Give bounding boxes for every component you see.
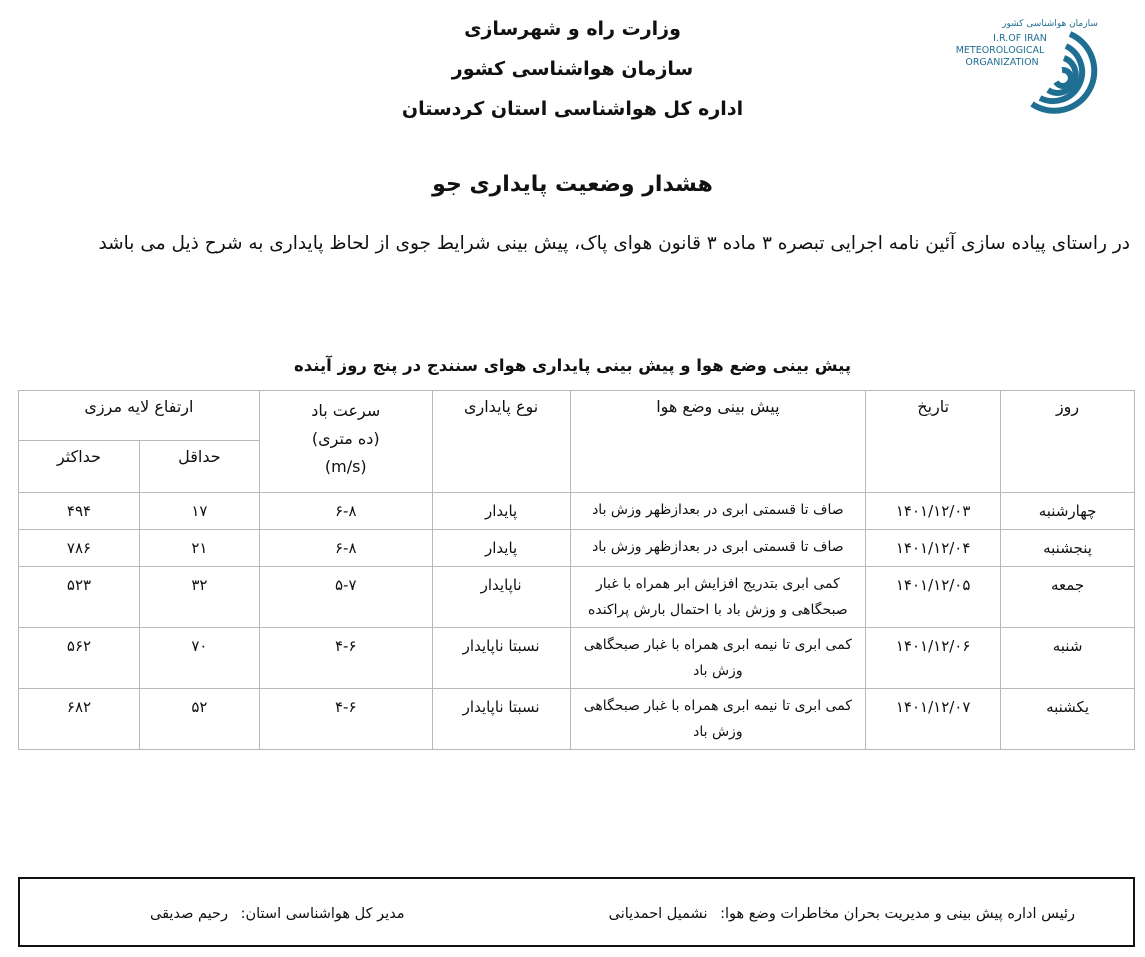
header-wind-speed [259,391,432,493]
header-date: تاریخ [866,391,1001,493]
cell-stability: نسبتا ناپایدار [432,689,570,750]
cell-date: ۱۴۰۱/۱۲/۰۵ [866,567,1001,628]
cell-weather: صاف تا قسمتی ابری در بعدازظهر وزش باد [570,493,866,530]
provincial-office-name: اداره کل هواشناسی استان کردستان [401,98,744,120]
header-stability: نوع پایداری [432,391,570,493]
header-max: حداکثر [19,441,140,493]
table-row [19,493,1135,530]
header-wind-line1: سرعت باد [311,401,381,420]
cell-date: ۱۴۰۱/۱۲/۰۴ [866,530,1001,567]
logo-en-line3: ORGANIZATION [965,57,1039,68]
cell-max: ۵۲۳ [19,567,140,628]
forecast-table [18,390,1135,750]
director-signature [150,906,405,922]
cell-weather: کمی ابری تا نیمه ابری همراه با غبار صبحگاهی وزش باد [570,628,866,689]
cell-stability: نسبتا ناپایدار [432,628,570,689]
table-row [19,689,1135,750]
cell-min: ۳۲ [139,567,259,628]
intro-paragraph: در راستای پیاده سازی آئین نامه اجرایی تبصره ۳ ماده ۳ قانون هوای پاک، پیش بینی شرایط جوی از لحاظ پایداری به شرح ذیل می باشد [98,233,1130,254]
cell-weather: کمی ابری تا نیمه ابری همراه با غبار صبحگاهی وزش باد [570,689,866,750]
cell-max: ۵۶۲ [19,628,140,689]
ministry-name: وزارت راه و شهرسازی [464,18,681,40]
cell-wind: ۴-۶ [259,628,432,689]
director-label: مدیر کل هواشناسی استان: [240,906,405,922]
header-wind-line2: (ده متری) [311,429,380,448]
cell-weather: صاف تا قسمتی ابری در بعدازظهر وزش باد [570,530,866,567]
logo-fa-name: سازمان هواشناسی کشور [1002,19,1098,29]
cell-max: ۶۸۲ [19,689,140,750]
cell-min: ۲۱ [139,530,259,567]
cell-wind: ۶-۸ [259,530,432,567]
cell-stability: پایدار [432,530,570,567]
organization-name: سازمان هواشناسی کشور [451,58,694,80]
logo-en-line2: METEOROLOGICAL [955,45,1045,56]
header-weather: پیش بینی وضع هوا [570,391,866,493]
cell-date: ۱۴۰۱/۱۲/۰۶ [866,628,1001,689]
director-name: رحیم صدیقی [150,906,228,922]
cell-weather: کمی ابری بتدریج افزایش ابر همراه با غبار صبحگاهی و وزش باد با احتمال بارش پراکنده [570,567,866,628]
table-row [19,628,1135,689]
table-row [19,567,1135,628]
cell-stability: پایدار [432,493,570,530]
cell-wind: ۶-۸ [259,493,432,530]
header-min: حداقل [139,441,259,493]
cell-min: ۷۰ [139,628,259,689]
table-caption: پیش بینی وضع هوا و پیش بینی پایداری هوای سنندج در پنج روز آینده [293,356,852,375]
cell-wind: ۵-۷ [259,567,432,628]
cell-stability: ناپایدار [432,567,570,628]
table-row [19,530,1135,567]
header-day: روز [1001,391,1135,493]
cell-max: ۷۸۶ [19,530,140,567]
cell-min: ۵۲ [139,689,259,750]
cell-min: ۱۷ [139,493,259,530]
cell-wind: ۴-۶ [259,689,432,750]
logo-en-line1: I.R.OF IRAN [993,33,1047,44]
header-wind-line3: (m/s) [324,457,367,476]
signature-box [18,877,1135,947]
forecast-head-name: نشمیل احمدیانی [608,906,708,922]
cell-date: ۱۴۰۱/۱۲/۰۳ [866,493,1001,530]
cell-day: چهارشنبه [1001,493,1135,530]
forecast-head-label: رئیس اداره پیش بینی و مدیریت بحران مخاطرات وضع هوا: [720,906,1075,922]
cell-date: ۱۴۰۱/۱۲/۰۷ [866,689,1001,750]
cell-day: یکشنبه [1001,689,1135,750]
document-title: هشدار وضعیت پایداری جو [432,172,713,197]
forecast-head-signature [609,906,1075,922]
cell-day: پنجشنبه [1001,530,1135,567]
cell-max: ۴۹۴ [19,493,140,530]
cell-day: جمعه [1001,567,1135,628]
cell-day: شنبه [1001,628,1135,689]
header-boundary-layer: ارتفاع لایه مرزی [19,391,260,441]
